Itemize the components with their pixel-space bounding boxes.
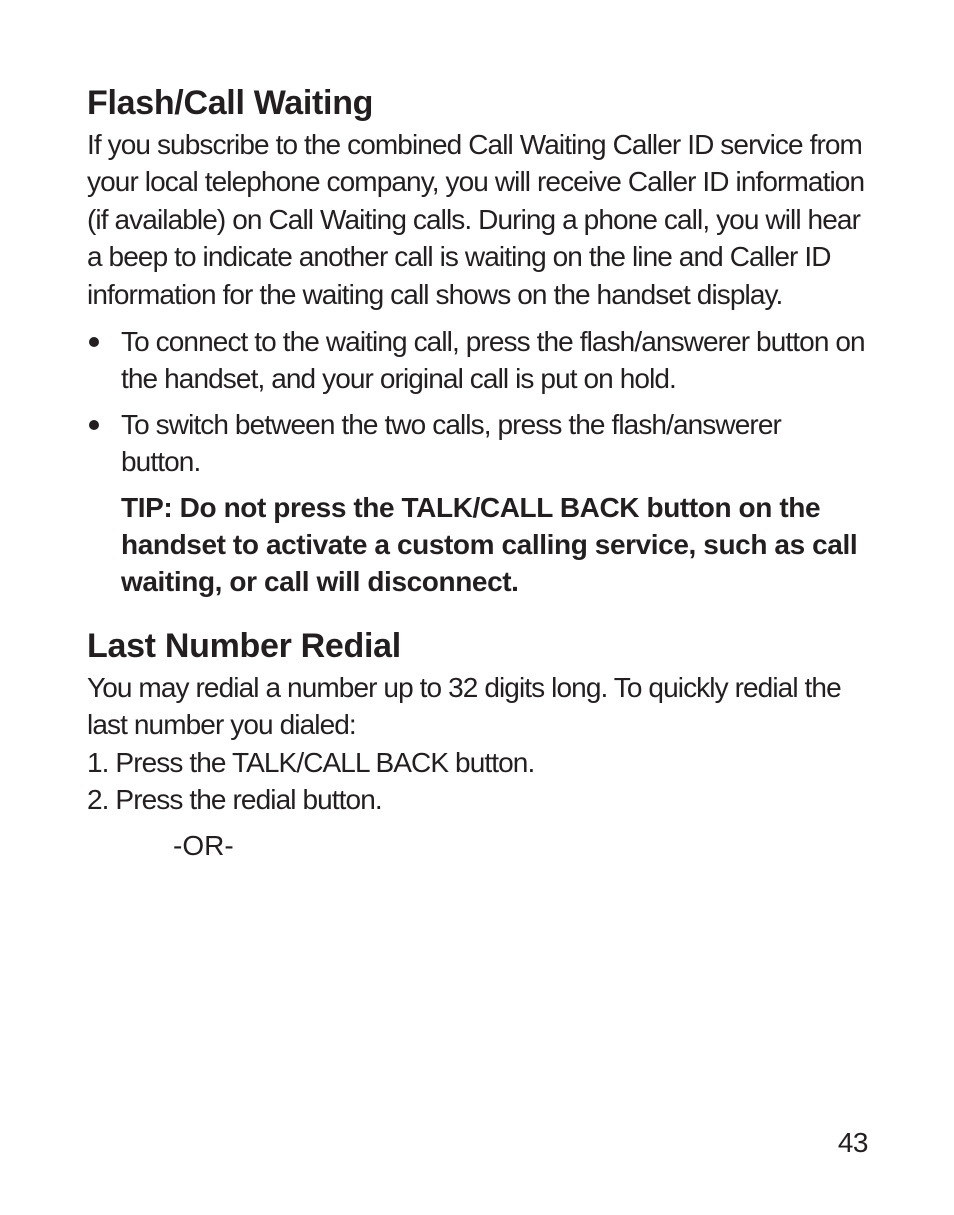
last-number-redial-heading: Last Number Redial: [87, 626, 401, 665]
bullet-item: [87, 323, 867, 398]
bullet-text: To switch between the two calls, press the flash/answerer button.: [121, 408, 781, 478]
bullet-dot-icon: [89, 420, 99, 430]
page-number: 43: [837, 1127, 868, 1158]
flash-call-waiting-section: [87, 80, 867, 601]
bullet-item: [87, 406, 867, 481]
or-separator: -OR-: [173, 829, 234, 861]
flash-call-waiting-heading: Flash/Call Waiting: [87, 84, 374, 122]
manual-page: [87, 80, 867, 864]
redial-step-2: 2. Press the redial button.: [87, 784, 382, 816]
flash-call-waiting-intro: If you subscribe to the combined Call Waiting Caller ID service from your local telephone company, you will receive Caller ID information (if available) on Call Waiting calls. During a phone call, you will hear a beep to indicate another call is waiting on the line and Caller ID information for the waiting call shows on the handset display.: [87, 129, 865, 310]
bullet-text: To connect to the waiting call, press the flash/answerer button on the handset, and your original call is put on hold.: [121, 326, 865, 395]
flash-call-waiting-bullet-list: [87, 323, 867, 481]
last-number-redial-section: [87, 623, 867, 864]
tip-note: TIP: Do not press the TALK/CALL BACK button on the handset to activate a custom calling service, such as call waiting, or call will disconnect.: [121, 491, 858, 598]
redial-step-1: 1. Press the TALK/CALL BACK button.: [87, 746, 535, 778]
last-number-redial-intro: You may redial a number up to 32 digits long. To quickly redial the last number you dialed:: [87, 671, 841, 741]
bullet-dot-icon: [89, 337, 99, 347]
